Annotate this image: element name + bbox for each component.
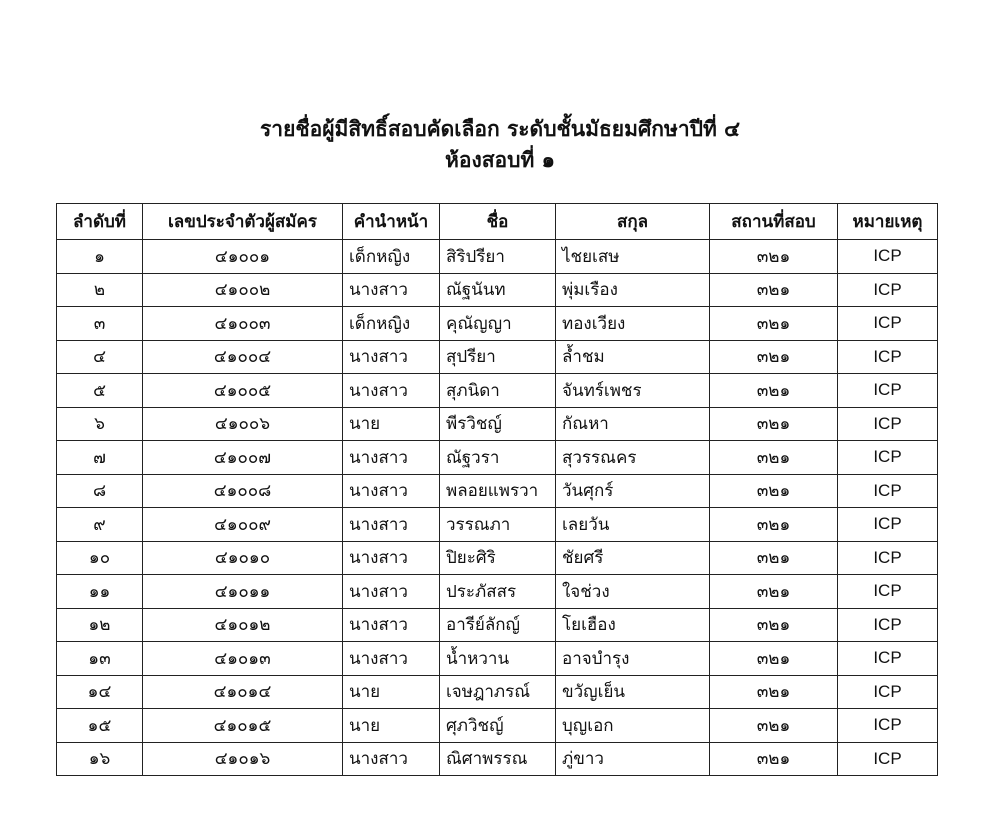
cell-prefix: เด็กหญิง xyxy=(343,240,440,274)
cell-no: ๑๒ xyxy=(57,608,143,642)
cell-exam-center: ๓๒๑ xyxy=(710,642,838,676)
header-no: ลำดับที่ xyxy=(57,204,143,240)
table-row xyxy=(57,508,938,542)
cell-applicant-id: ๔๑๐๐๖ xyxy=(143,407,343,441)
cell-note: ICP xyxy=(838,608,938,642)
cell-note: ICP xyxy=(838,541,938,575)
cell-applicant-id: ๔๑๐๐๕ xyxy=(143,374,343,408)
cell-exam-center: ๓๒๑ xyxy=(710,474,838,508)
cell-exam-center: ๓๒๑ xyxy=(710,374,838,408)
cell-first-name: ปิยะศิริ xyxy=(440,541,556,575)
table-header-row xyxy=(57,204,938,240)
cell-exam-center: ๓๒๑ xyxy=(710,675,838,709)
cell-no: ๑๑ xyxy=(57,575,143,609)
cell-first-name: ศุภวิชญ์ xyxy=(440,709,556,743)
cell-prefix: นาย xyxy=(343,675,440,709)
cell-applicant-id: ๔๑๐๑๓ xyxy=(143,642,343,676)
cell-first-name: เจษฎาภรณ์ xyxy=(440,675,556,709)
cell-applicant-id: ๔๑๐๑๖ xyxy=(143,742,343,776)
cell-last-name: ล้ำชม xyxy=(556,340,710,374)
cell-note: ICP xyxy=(838,340,938,374)
cell-prefix: นางสาว xyxy=(343,742,440,776)
cell-applicant-id: ๔๑๐๑๑ xyxy=(143,575,343,609)
cell-prefix: เด็กหญิง xyxy=(343,307,440,341)
table-row xyxy=(57,441,938,475)
cell-note: ICP xyxy=(838,675,938,709)
table-row xyxy=(57,575,938,609)
cell-exam-center: ๓๒๑ xyxy=(710,240,838,274)
cell-no: ๖ xyxy=(57,407,143,441)
cell-note: ICP xyxy=(838,240,938,274)
cell-last-name: โยเฮือง xyxy=(556,608,710,642)
cell-no: ๑๕ xyxy=(57,709,143,743)
cell-prefix: นางสาว xyxy=(343,575,440,609)
cell-no: ๕ xyxy=(57,374,143,408)
table-row xyxy=(57,307,938,341)
table-row xyxy=(57,240,938,274)
cell-last-name: อาจบำรุง xyxy=(556,642,710,676)
header-applicant-id: เลขประจำตัวผู้สมัคร xyxy=(143,204,343,240)
cell-last-name: ไชยเสษ xyxy=(556,240,710,274)
cell-first-name: ณัฐวรา xyxy=(440,441,556,475)
cell-applicant-id: ๔๑๐๐๔ xyxy=(143,340,343,374)
cell-last-name: ใจช่วง xyxy=(556,575,710,609)
table-row xyxy=(57,608,938,642)
cell-prefix: นางสาว xyxy=(343,642,440,676)
table-row xyxy=(57,541,938,575)
cell-applicant-id: ๔๑๐๐๘ xyxy=(143,474,343,508)
cell-last-name: พุ่มเรือง xyxy=(556,273,710,307)
cell-exam-center: ๓๒๑ xyxy=(710,508,838,542)
cell-no: ๑๓ xyxy=(57,642,143,676)
cell-first-name: สุปรียา xyxy=(440,340,556,374)
cell-no: ๒ xyxy=(57,273,143,307)
cell-note: ICP xyxy=(838,474,938,508)
cell-note: ICP xyxy=(838,709,938,743)
cell-no: ๑๖ xyxy=(57,742,143,776)
table-row xyxy=(57,340,938,374)
cell-no: ๓ xyxy=(57,307,143,341)
header-prefix: คำนำหน้า xyxy=(343,204,440,240)
header-note: หมายเหตุ xyxy=(838,204,938,240)
cell-first-name: ณิศาพรรณ xyxy=(440,742,556,776)
cell-note: ICP xyxy=(838,575,938,609)
cell-prefix: นางสาว xyxy=(343,474,440,508)
cell-last-name: ชัยศรี xyxy=(556,541,710,575)
cell-prefix: นางสาว xyxy=(343,541,440,575)
cell-prefix: นางสาว xyxy=(343,608,440,642)
cell-last-name: จันทร์เพชร xyxy=(556,374,710,408)
cell-first-name: พลอยแพรวา xyxy=(440,474,556,508)
table-row xyxy=(57,642,938,676)
cell-exam-center: ๓๒๑ xyxy=(710,742,838,776)
cell-last-name: ภู่ขาว xyxy=(556,742,710,776)
cell-prefix: นาย xyxy=(343,407,440,441)
table-row xyxy=(57,709,938,743)
cell-no: ๑๐ xyxy=(57,541,143,575)
cell-last-name: วันศุกร์ xyxy=(556,474,710,508)
cell-last-name: ขวัญเย็น xyxy=(556,675,710,709)
cell-first-name: ประภัสสร xyxy=(440,575,556,609)
cell-prefix: นาย xyxy=(343,709,440,743)
cell-first-name: น้ำหวาน xyxy=(440,642,556,676)
cell-note: ICP xyxy=(838,441,938,475)
cell-exam-center: ๓๒๑ xyxy=(710,709,838,743)
cell-no: ๘ xyxy=(57,474,143,508)
cell-no: ๗ xyxy=(57,441,143,475)
cell-no: ๙ xyxy=(57,508,143,542)
cell-note: ICP xyxy=(838,273,938,307)
cell-applicant-id: ๔๑๐๐๓ xyxy=(143,307,343,341)
cell-prefix: นางสาว xyxy=(343,273,440,307)
cell-prefix: นางสาว xyxy=(343,374,440,408)
cell-first-name: สิริปรียา xyxy=(440,240,556,274)
cell-first-name: อารีย์ลักญ์ xyxy=(440,608,556,642)
table-body xyxy=(57,240,938,776)
cell-applicant-id: ๔๑๐๑๒ xyxy=(143,608,343,642)
cell-first-name: ณัฐนันท xyxy=(440,273,556,307)
cell-prefix: นางสาว xyxy=(343,441,440,475)
table-row xyxy=(57,273,938,307)
cell-first-name: พีรวิชญ์ xyxy=(440,407,556,441)
table-row xyxy=(57,407,938,441)
applicant-table xyxy=(56,203,938,776)
cell-first-name: สุภนิดา xyxy=(440,374,556,408)
header-exam-center: สถานที่สอบ xyxy=(710,204,838,240)
cell-note: ICP xyxy=(838,508,938,542)
table-row xyxy=(57,742,938,776)
table-row xyxy=(57,374,938,408)
cell-exam-center: ๓๒๑ xyxy=(710,407,838,441)
cell-applicant-id: ๔๑๐๐๑ xyxy=(143,240,343,274)
table-row xyxy=(57,675,938,709)
cell-applicant-id: ๔๑๐๐๗ xyxy=(143,441,343,475)
cell-last-name: เลยวัน xyxy=(556,508,710,542)
cell-note: ICP xyxy=(838,307,938,341)
cell-last-name: สุวรรณคร xyxy=(556,441,710,475)
exam-room-title: ห้องสอบที่ ๑ xyxy=(445,148,555,172)
cell-no: ๑ xyxy=(57,240,143,274)
cell-note: ICP xyxy=(838,407,938,441)
cell-note: ICP xyxy=(838,374,938,408)
cell-exam-center: ๓๒๑ xyxy=(710,340,838,374)
cell-no: ๑๔ xyxy=(57,675,143,709)
cell-last-name: กัณหา xyxy=(556,407,710,441)
cell-no: ๔ xyxy=(57,340,143,374)
cell-applicant-id: ๔๑๐๐๒ xyxy=(143,273,343,307)
cell-prefix: นางสาว xyxy=(343,340,440,374)
header-first-name: ชื่อ xyxy=(440,204,556,240)
table-row xyxy=(57,474,938,508)
cell-applicant-id: ๔๑๐๑๐ xyxy=(143,541,343,575)
cell-applicant-id: ๔๑๐๑๔ xyxy=(143,675,343,709)
cell-exam-center: ๓๒๑ xyxy=(710,608,838,642)
cell-last-name: ทองเวียง xyxy=(556,307,710,341)
cell-first-name: วรรณภา xyxy=(440,508,556,542)
cell-note: ICP xyxy=(838,742,938,776)
cell-exam-center: ๓๒๑ xyxy=(710,541,838,575)
cell-first-name: คุณัญญา xyxy=(440,307,556,341)
cell-applicant-id: ๔๑๐๑๕ xyxy=(143,709,343,743)
cell-exam-center: ๓๒๑ xyxy=(710,575,838,609)
cell-exam-center: ๓๒๑ xyxy=(710,273,838,307)
cell-note: ICP xyxy=(838,642,938,676)
cell-prefix: นางสาว xyxy=(343,508,440,542)
header-last-name: สกุล xyxy=(556,204,710,240)
cell-last-name: บุญเอก xyxy=(556,709,710,743)
document-title: รายชื่อผู้มีสิทธิ์สอบคัดเลือก ระดับชั้นมัธยมศึกษาปีที่ ๔ xyxy=(260,117,740,141)
cell-exam-center: ๓๒๑ xyxy=(710,441,838,475)
cell-applicant-id: ๔๑๐๐๙ xyxy=(143,508,343,542)
cell-exam-center: ๓๒๑ xyxy=(710,307,838,341)
